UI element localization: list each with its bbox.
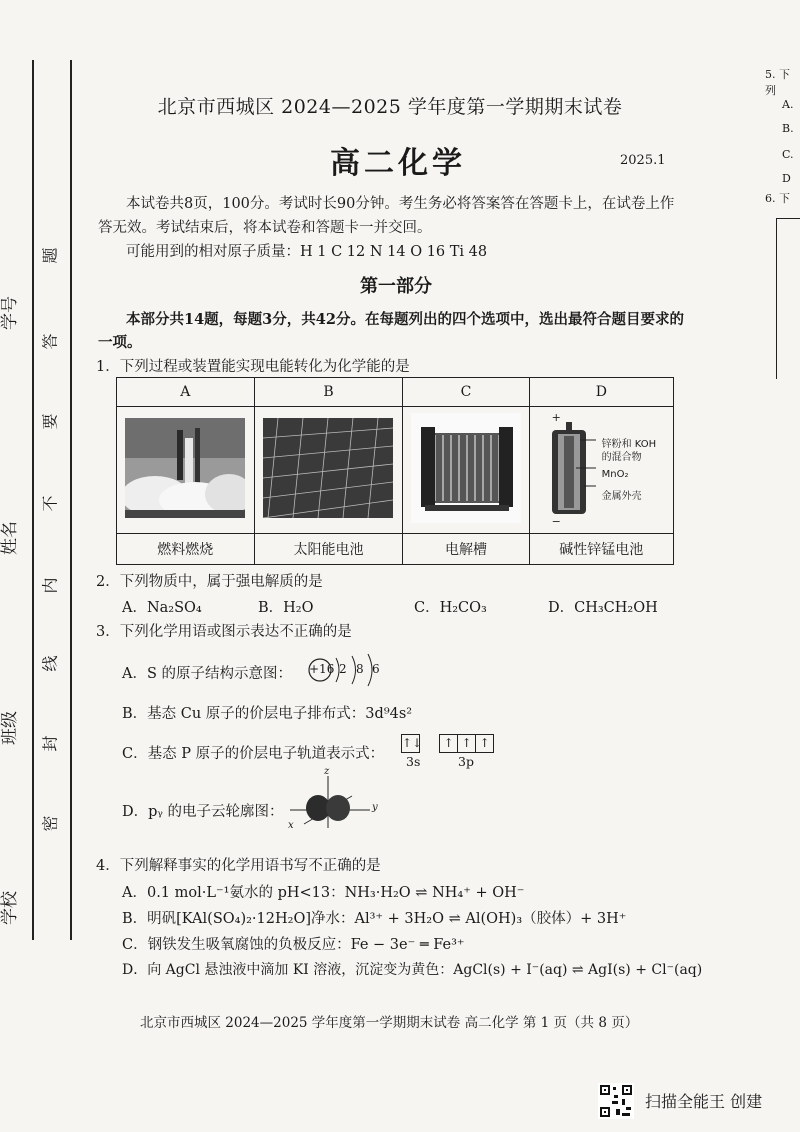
- orbital-3p-3: ↑: [475, 734, 494, 753]
- battery-note-mixture: 的混合物: [601, 452, 642, 463]
- axis-z-label: z: [324, 766, 330, 777]
- seal-char: 不: [40, 495, 60, 512]
- orbital-3s: ↑↓: [401, 734, 420, 753]
- sulfur-shell-3: 6: [372, 662, 380, 676]
- subject-title: 高二化学: [330, 146, 466, 181]
- q1-label-b: 太阳能电池: [254, 534, 403, 565]
- q2-option-d: D．CH₃CH₂OH: [548, 600, 658, 616]
- battery-note-shell: 金属外壳: [601, 491, 642, 502]
- q3-option-d: D．pᵧ 的电子云轮廓图：: [122, 804, 284, 820]
- alkaline-battery-diagram: [529, 407, 673, 534]
- next-page-b: B.: [782, 122, 794, 135]
- sulfur-shell-1: 2: [339, 662, 347, 676]
- seal-char: 要: [40, 413, 60, 430]
- next-page-q6: 6. 下: [765, 192, 790, 205]
- orbital-3p-2: ↑: [457, 734, 476, 753]
- battery-note-zinc: 锌粉和 KOH: [601, 439, 657, 450]
- q4-option-c: C．钢铁发生吸氧腐蚀的负极反应：Fe − 3e⁻ ═ Fe³⁺: [122, 937, 465, 953]
- q1-header-d: D: [529, 378, 673, 407]
- class-label: 班级: [0, 711, 20, 745]
- battery-note-mno2: MnO₂: [601, 469, 629, 480]
- q4-option-b: B．明矾[KAl(SO₄)₂·12H₂O]净水：Al³⁺ + 3H₂O ⇌ Al(OH)₃（胶体）+ 3H⁺: [122, 911, 627, 927]
- axis-y-label: y: [372, 802, 378, 813]
- name-label: 姓名: [0, 521, 20, 555]
- atomic-masses: 可能用到的相对原子质量：H 1 C 12 N 14 O 16 Ti 48: [126, 244, 488, 260]
- sulfur-shell-2: 8: [356, 662, 364, 676]
- q2-option-c: C．H₂CO₃: [414, 600, 487, 616]
- seal-char: 内: [40, 577, 60, 594]
- q3-option-c: C．基态 P 原子的价层电子轨道表示式：: [122, 746, 385, 762]
- q3-option-b: B．基态 Cu 原子的价层电子排布式：3d⁹4s²: [122, 706, 413, 722]
- orbital-3p-1: ↑: [439, 734, 458, 753]
- student-id-label: 学号: [0, 296, 20, 330]
- q2-option-b: B．H₂O: [258, 600, 314, 616]
- exam-date: 2025.1: [620, 153, 666, 168]
- py-orbital-diagram: [284, 766, 380, 832]
- electrolytic-cell-image: [403, 407, 529, 534]
- section-title: 第一部分: [360, 276, 432, 297]
- sulfur-nucleus: +16: [309, 662, 335, 676]
- seal-char: 题: [40, 247, 60, 264]
- next-page-c: C.: [782, 148, 794, 161]
- sulfur-atom-diagram: [306, 652, 386, 688]
- seal-char: 密: [40, 815, 60, 832]
- q2-option-a: A．Na₂SO₄: [122, 600, 202, 616]
- q4-option-a: A．0.1 mol·L⁻¹氨水的 pH<13：NH₃·H₂O ⇌ NH₄⁺ + OH⁻: [122, 885, 525, 901]
- battery-plus-sign: +: [551, 411, 561, 424]
- seal-char: 封: [40, 735, 60, 752]
- rocket-launch-image: [117, 407, 255, 534]
- next-page-box-edge: [776, 218, 800, 379]
- battery-minus-sign: −: [551, 515, 561, 528]
- q4-option-d: D．向 AgCl 悬浊液中滴加 KI 溶液，沉淀变为黄色：AgCl(s) + I⁻(aq) ⇌ AgI(s) + Cl⁻(aq): [122, 962, 703, 978]
- next-page-q5: 5. 下列: [765, 68, 790, 97]
- section-intro-line-2: 一项。: [98, 334, 142, 351]
- q2-stem: 2．下列物质中，属于强电解质的是: [96, 574, 323, 590]
- q3-stem: 3．下列化学用语或图示表达不正确的是: [96, 624, 352, 640]
- q4-stem: 4．下列解释事实的化学用语书写不正确的是: [96, 858, 381, 874]
- school-label: 学校: [0, 891, 20, 925]
- instructions-line-2: 答无效。考试结束后，将本试卷和答题卡一并交回。: [98, 220, 432, 236]
- next-page-a: A.: [782, 98, 794, 111]
- q1-options-table: [116, 377, 674, 565]
- binding-line-left: [32, 60, 34, 940]
- axis-x-label: x: [288, 820, 294, 831]
- section-intro-line-1: 本部分共14题，每题3分，共42分。在每题列出的四个选项中，选出最符合题目要求的: [126, 311, 684, 328]
- scanner-watermark: 扫描全能王 创建: [645, 1092, 763, 1111]
- instructions-line-1: 本试卷共8页，100分。考试时长90分钟。考生务必将答案答在答题卡上，在试卷上作: [126, 196, 675, 212]
- phosphorus-orbital-diagram: [402, 733, 512, 773]
- orbital-label-3s: 3s: [406, 754, 421, 769]
- q1-stem: 1．下列过程或装置能实现电能转化为化学能的是: [96, 359, 410, 375]
- seal-char: 答: [40, 333, 60, 350]
- exam-title: 北京市西城区 2024—2025 学年度第一学期期末试卷: [157, 96, 623, 118]
- seal-char: 线: [40, 655, 60, 672]
- q3-option-a: A．S 的原子结构示意图：: [122, 666, 293, 682]
- q1-header-a: A: [117, 378, 255, 407]
- q1-header-c: C: [403, 378, 529, 407]
- page-footer: 北京市西城区 2024—2025 学年度第一学期期末试卷 高二化学 第 1 页（共 8 页）: [140, 1015, 639, 1031]
- qr-code-icon: [598, 1083, 634, 1119]
- q1-label-c: 电解槽: [403, 534, 529, 565]
- q1-header-b: B: [254, 378, 403, 407]
- q1-label-d: 碱性锌锰电池: [529, 534, 673, 565]
- next-page-d: D: [782, 172, 791, 185]
- solar-panel-image: [254, 407, 403, 534]
- orbital-label-3p: 3p: [458, 754, 474, 769]
- q1-label-a: 燃料燃烧: [117, 534, 255, 565]
- binding-line-right: [70, 60, 72, 940]
